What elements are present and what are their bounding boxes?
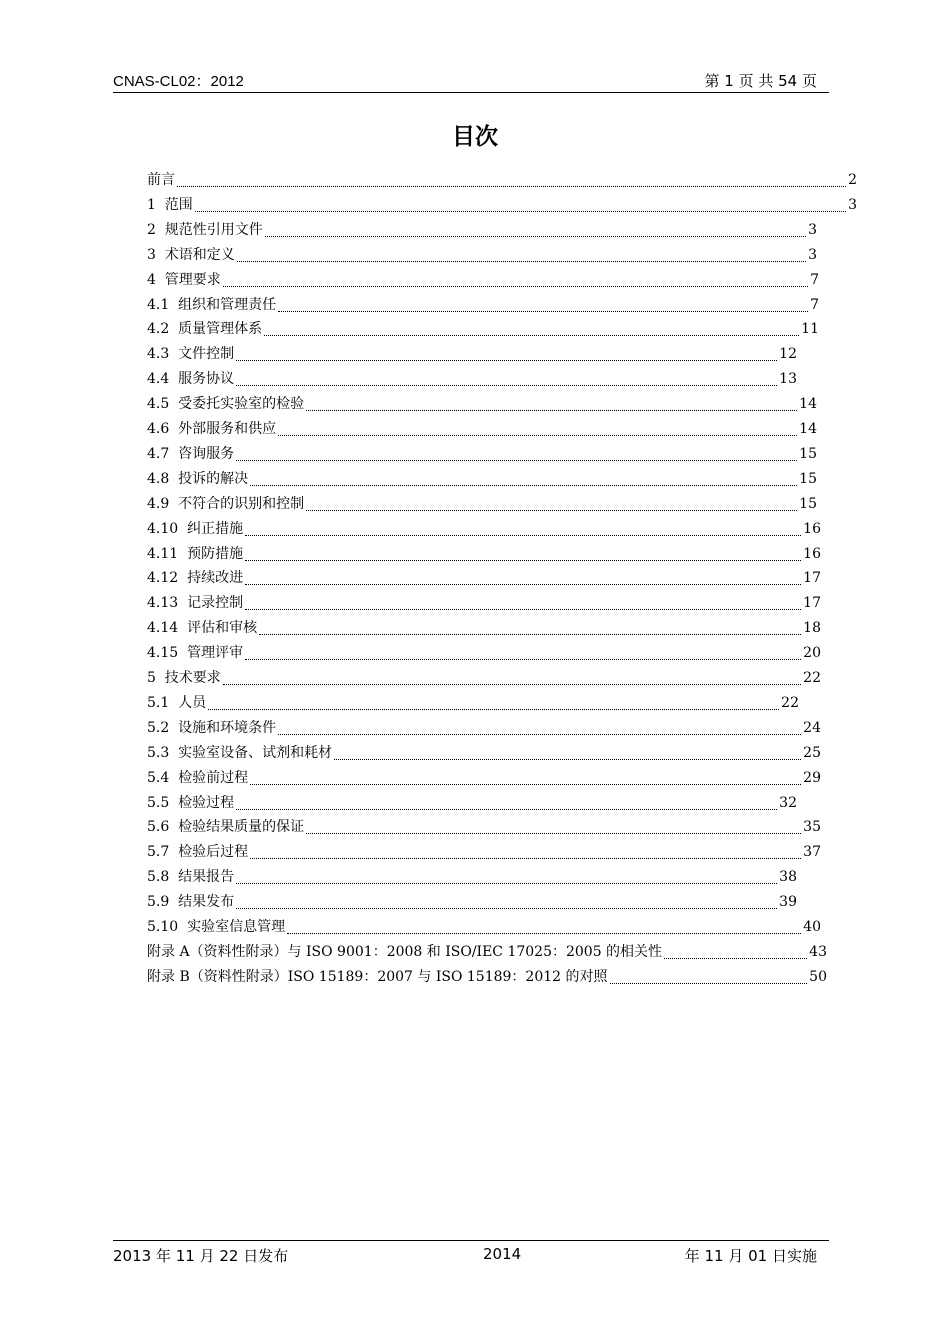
toc-entry[interactable]: [147, 293, 819, 317]
toc-leader-dots: [208, 709, 779, 710]
page-footer: [113, 1240, 829, 1269]
toc-entry-label: 4.9 不符合的识别和控制: [147, 495, 305, 512]
toc-leader-dots: [265, 236, 806, 237]
toc-entry-page: 17: [803, 570, 821, 587]
toc-entry-label: 5.8 结果报告: [147, 869, 235, 886]
toc-entry-label: 4.7 咨询服务: [147, 445, 235, 462]
toc-leader-dots: [250, 858, 801, 859]
toc-leader-dots: [245, 584, 801, 585]
toc-leader-dots: [278, 734, 801, 735]
document-id: CNAS-CL02：2012: [113, 73, 244, 90]
toc-entry[interactable]: [147, 741, 821, 765]
toc-entry-page: 13: [779, 371, 797, 388]
toc-entry-label: 5.2 设施和环境条件: [147, 719, 277, 736]
toc-entry-label: 附录 A（资料性附录）与 ISO 9001：2008 和 ISO/IEC 17025：2005 的相关性: [147, 943, 663, 960]
toc-entry-page: 12: [779, 346, 797, 363]
toc-entry[interactable]: [147, 566, 821, 590]
toc-entry-page: 32: [779, 794, 797, 811]
toc-leader-dots: [264, 335, 799, 336]
toc-entry[interactable]: [147, 492, 817, 516]
toc-leader-dots: [223, 684, 801, 685]
toc-entry[interactable]: [147, 367, 797, 391]
toc-entry-page: 7: [810, 271, 819, 288]
toc-leader-dots: [245, 560, 801, 561]
toc-entry-page: 39: [779, 894, 797, 911]
toc-leader-dots: [245, 535, 801, 536]
toc-entry[interactable]: [147, 268, 819, 292]
toc-entry-page: 14: [799, 421, 817, 437]
toc-leader-dots: [306, 410, 797, 411]
toc-entry-page: 50: [809, 968, 827, 985]
toc-entry-label: 4.2 质量管理体系: [147, 321, 263, 338]
toc-entry-page: 2: [848, 172, 857, 188]
page-header: [113, 68, 829, 93]
toc-entry-page: 15: [799, 470, 817, 487]
toc-entry-label: 4.14 评估和审核: [147, 620, 258, 637]
toc-entry-page: 18: [803, 620, 821, 637]
toc-leader-dots: [223, 286, 808, 287]
toc-entry-page: 35: [803, 819, 821, 836]
toc-entry-page: 17: [803, 595, 821, 612]
footer-year: 2014: [483, 1245, 522, 1263]
toc-entry-label: 附录 B（资料性附录）ISO 15189：2007 与 ISO 15189：2012 的对照: [147, 968, 608, 985]
toc-entry[interactable]: [147, 641, 821, 665]
toc-leader-dots: [306, 510, 797, 511]
toc-entry-label: 前言: [147, 172, 175, 188]
publish-date: 2013 年 11 月 22 日发布: [113, 1247, 289, 1265]
toc-entry[interactable]: [147, 940, 827, 964]
toc-entry[interactable]: [147, 442, 817, 466]
toc-leader-dots: [245, 659, 801, 660]
toc-leader-dots: [177, 186, 846, 187]
toc-entry-label: 2 规范性引用文件: [147, 221, 263, 238]
toc-entry-page: 7: [810, 296, 819, 313]
toc-entry-page: 37: [803, 844, 821, 861]
toc-entry-label: 4.10 纠正措施: [147, 520, 244, 537]
toc-leader-dots: [306, 833, 801, 834]
toc-entry-label: 4.5 受委托实验室的检验: [147, 396, 305, 413]
toc-entry-page: 43: [809, 943, 827, 960]
page-title: 目次: [452, 124, 498, 150]
toc-entry-page: 15: [799, 445, 817, 462]
toc-entry-label: 5 技术要求: [147, 670, 221, 686]
toc-entry-label: 5.1 人员: [147, 694, 207, 711]
toc-entry[interactable]: [147, 193, 857, 217]
toc-entry-label: 4.1 组织和管理责任: [147, 296, 277, 313]
toc-entry[interactable]: [147, 766, 821, 790]
toc-entry-page: 3: [808, 221, 817, 238]
implement-date: 年 11 月 01 日实施: [684, 1247, 817, 1265]
toc-entry-label: 5.5 检验过程: [147, 794, 235, 811]
toc-leader-dots: [236, 385, 777, 386]
toc-entry-label: 4.4 服务协议: [147, 371, 235, 388]
toc-entry-page: 38: [779, 869, 797, 886]
toc-entry[interactable]: [147, 218, 817, 242]
toc-entry[interactable]: [147, 467, 817, 491]
toc-entry-label: 4.3 文件控制: [147, 346, 235, 363]
toc-entry[interactable]: [147, 865, 797, 889]
toc-entry-page: 25: [803, 744, 821, 761]
toc-entry-label: 4.8 投诉的解决: [147, 470, 249, 487]
toc-leader-dots: [236, 809, 777, 810]
toc-entry-page: 20: [803, 645, 821, 662]
toc-entry[interactable]: [147, 915, 821, 939]
page-info: 第 1 页 共 54 页: [704, 72, 817, 90]
toc-entry-page: 3: [808, 246, 817, 263]
toc-entry-page: 29: [803, 769, 821, 786]
toc-leader-dots: [250, 784, 801, 785]
toc-leader-dots: [237, 261, 806, 262]
toc-entry-label: 4.12 持续改进: [147, 570, 244, 587]
toc-entry[interactable]: [147, 840, 821, 864]
toc-entry-label: 5.10 实验室信息管理: [147, 919, 286, 935]
toc-entry[interactable]: [147, 890, 797, 914]
toc-leader-dots: [236, 360, 777, 361]
toc-entry[interactable]: [147, 317, 819, 341]
toc-entry-label: 4.15 管理评审: [147, 645, 244, 662]
toc-entry-page: 40: [803, 919, 821, 935]
toc-leader-dots: [236, 883, 777, 884]
toc-entry-label: 3 术语和定义: [147, 246, 235, 263]
toc-entry-page: 16: [803, 545, 821, 562]
toc-leader-dots: [664, 958, 807, 959]
toc-leader-dots: [245, 609, 801, 610]
toc-entry-label: 4.11 预防措施: [147, 545, 244, 562]
toc-entry-label: 5.7 检验后过程: [147, 844, 249, 861]
toc-leader-dots: [195, 211, 846, 212]
toc-leader-dots: [236, 908, 777, 909]
toc-entry[interactable]: [147, 791, 797, 815]
toc-entry-page: 22: [803, 670, 821, 686]
toc-entry-page: 3: [848, 196, 857, 213]
toc-entry-label: 5.3 实验室设备、试剂和耗材: [147, 744, 333, 761]
toc-entry-page: 22: [781, 694, 799, 711]
toc-entry-label: 4.6 外部服务和供应: [147, 421, 277, 437]
toc-entry[interactable]: [147, 243, 817, 267]
toc-entry-label: 5.4 检验前过程: [147, 769, 249, 786]
toc-entry[interactable]: [147, 815, 821, 839]
toc-entry[interactable]: [147, 965, 827, 989]
toc-leader-dots: [334, 759, 801, 760]
toc-entry-label: 5.9 结果发布: [147, 894, 235, 911]
toc-entry[interactable]: [147, 542, 821, 566]
toc-entry-label: 5.6 检验结果质量的保证: [147, 819, 305, 836]
toc-entry[interactable]: [147, 691, 799, 715]
toc-leader-dots: [610, 983, 808, 984]
toc-leader-dots: [278, 311, 808, 312]
toc-entry[interactable]: [147, 168, 857, 192]
toc-entry-label: 1 范围: [147, 196, 193, 213]
toc-entry-label: 4.13 记录控制: [147, 595, 244, 612]
toc-entry[interactable]: [147, 342, 797, 366]
toc-leader-dots: [250, 485, 797, 486]
toc-leader-dots: [278, 435, 797, 436]
toc-entry[interactable]: [147, 716, 821, 740]
toc-entry[interactable]: [147, 517, 821, 541]
toc-entry-page: 14: [799, 396, 817, 413]
toc-leader-dots: [236, 460, 797, 461]
toc-entry[interactable]: [147, 666, 821, 690]
toc-entry[interactable]: [147, 417, 817, 441]
toc-entry[interactable]: [147, 616, 821, 640]
toc-entry-page: 11: [801, 321, 819, 338]
toc-entry-label: 4 管理要求: [147, 271, 221, 288]
toc-entry[interactable]: [147, 591, 821, 615]
toc-entry-page: 15: [799, 495, 817, 512]
toc-leader-dots: [259, 634, 801, 635]
toc-leader-dots: [287, 933, 801, 934]
toc-entry[interactable]: [147, 392, 817, 416]
toc-entry-page: 16: [803, 520, 821, 537]
toc-entry-page: 24: [803, 719, 821, 736]
